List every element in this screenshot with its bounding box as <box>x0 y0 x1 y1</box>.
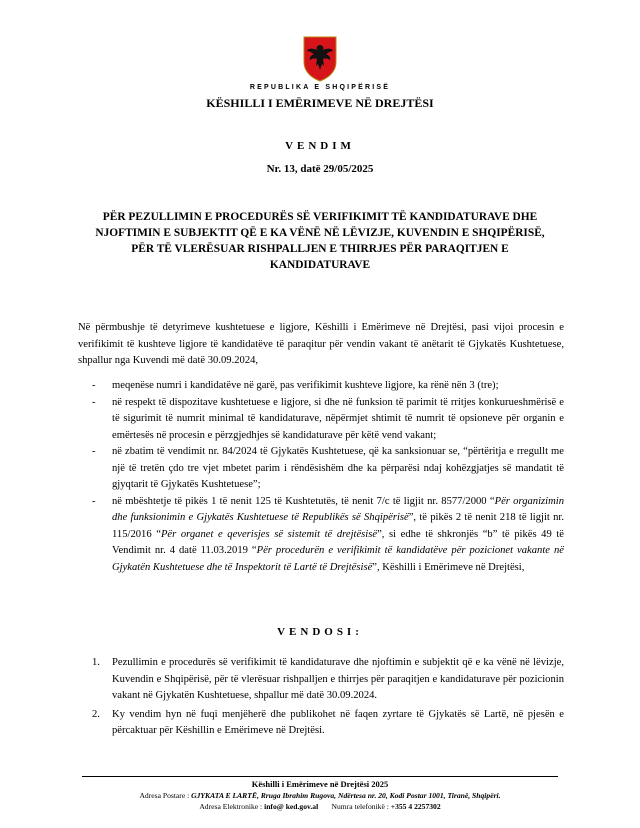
list-item <box>78 707 564 740</box>
title-line: PËR TË VLERËSUAR RISHPALLJEN E THIRRJES PËR PARAQITJEN E <box>131 243 509 255</box>
address-label: Adresa Postare : <box>139 791 192 800</box>
list-item-text <box>112 496 564 573</box>
title-line: NJOFTIMIN E SUBJEKTIT QË E KA VËNË NË LËVIZJE, KUVENDIN E SHQIPËRISË, <box>95 227 545 239</box>
text-run: ”, si edhe të shkronjës “b” të pikës 49 të Vendimit nr. 4 datë 11.03.2019 “ <box>112 528 565 556</box>
dash-marker: - <box>92 396 96 408</box>
law-title: Për procedurën e verifikimit të kandidatëve për pozicionet vakante në Gjykatën Kushtetuese dhe të Inspektorit të Lartë të Drejtësisë <box>112 545 564 573</box>
item-number: 2. <box>92 708 100 720</box>
footer-contacts <box>0 802 640 811</box>
republic-name: REPUBLIKA E SHQIPËRISË <box>249 84 391 91</box>
dash-marker: - <box>92 446 96 457</box>
decisions-list <box>78 655 564 742</box>
text-run: në mbështetje të pikës 1 të nenit 125 të Kushtetutës, të nenit 7/c të ligjit nr. 8577/2000 “ <box>112 495 495 507</box>
footer-address <box>0 791 640 800</box>
intro-paragraph: Në përmbushje të detyrimeve kushtetuese e ligjore, Këshilli i Emërimeve në Drejtësi, pasi vijoi procesin e verifikimit të kushteve ligjore të kandidatëve të paraqitur për vendin vakant të anëtarit të Gjykatës Kushtetuese, shpallur nga Kuvendi më datë 30.09.2024, <box>78 322 564 366</box>
decision-title <box>90 209 550 273</box>
dash-marker: - <box>92 495 96 507</box>
text-run: ”, Këshilli i Emërimeve në Drejtësi, <box>372 561 525 573</box>
phone-label: Numra telefonikë : <box>331 802 391 811</box>
address-value: GJYKATA E LARTË, Rruga Ibrahim Rugova, Ndërtesa nr. 20, Kodi Postar 1001, Tiranë, Shqipëri. <box>191 791 501 800</box>
law-title: Për organizimin dhe funksionimin e Gjykatës Kushtetuese të Republikës së Shqipërisë <box>112 495 565 523</box>
list-item-text: meqenëse numri i kandidatëve në garë, pas verifikimit kushteve ligjore, ka rënë nën 3 (tre); <box>112 380 499 391</box>
email-label: Adresa Elektronike : <box>199 802 265 811</box>
list-item <box>78 378 564 395</box>
title-line: PËR PEZULLIMIN E PROCEDURËS SË VERIFIKIMIT TË KANDIDATURAVE DHE <box>102 211 538 223</box>
vendosi-heading: VENDOSI: <box>277 626 363 638</box>
list-item-text: Pezullimin e procedurës së verifikimit të kandidaturave dhe njoftimin e subjektit që e ka vënë në lëvizje, Kuvendin e Shqipërisë, për të vlerësuar rishpalljen e thirrjes për paraqitjen e kandidaturave për pozicionin vakant në Gjykatën Kushtetuese, shpallur më datë 30.09.2024. <box>112 657 564 701</box>
considerations-list <box>78 378 564 576</box>
list-item-text: në respekt të dispozitave kushtetuese e ligjore, si dhe në funksion të parimit të rritjes konkurueshmërisë e të sigurimit të numrit minimal të kandidaturave, nëpërmjet shtimit të numrit të opsioneve për organin e emërtesës në procesin e përzgjedhjes së kandidaturave për këtë vend vakant; <box>112 396 564 441</box>
list-item-text: në zbatim të vendimit nr. 84/2024 të Gjykatës Kushtetuese, që ka sanksionuar se, “përtëritja e rregullt me një të tretën çdo tre vjet mbetet parim i rëndësishëm dhe ka përparësi ndaj kohëzgjatjes së mandatit të gjyqtarit të Gjykatës Kushtetuese”; <box>112 446 564 490</box>
decision-heading: VENDIM <box>285 140 355 152</box>
decision-number: Nr. 13, datë 29/05/2025 <box>266 163 374 175</box>
phone-value: +355 4 2257302 <box>390 802 441 811</box>
email-link[interactable]: info@ ked.gov.al <box>264 802 319 811</box>
text-run: ”, të pikës 2 të nenit 218 të ligjit nr. 115/2016 “ <box>112 512 564 540</box>
law-title: Për organet e qeverisjes së sistemit të drejtësisë <box>160 528 378 540</box>
item-number: 1. <box>92 657 100 668</box>
title-line: KANDIDATURAVE <box>269 259 371 271</box>
albanian-eagle-emblem-icon <box>302 36 338 82</box>
list-item <box>78 395 564 445</box>
council-name: KËSHILLI I EMËRIMEVE NË DREJTËSI <box>206 96 434 110</box>
list-item <box>78 444 564 494</box>
list-item <box>78 655 564 705</box>
footer-council: Këshilli i Emërimeve në Drejtësi 2025 <box>251 779 389 789</box>
list-item <box>78 494 564 577</box>
dash-marker: - <box>92 380 96 391</box>
footer-divider <box>82 776 558 777</box>
list-item-text: Ky vendim hyn në fuqi menjëherë dhe publikohet në faqen zyrtare të Gjykatës së Lartë, në pjesën e përcaktuar për Këshillin e Emërimeve në Drejtësi. <box>112 708 564 736</box>
